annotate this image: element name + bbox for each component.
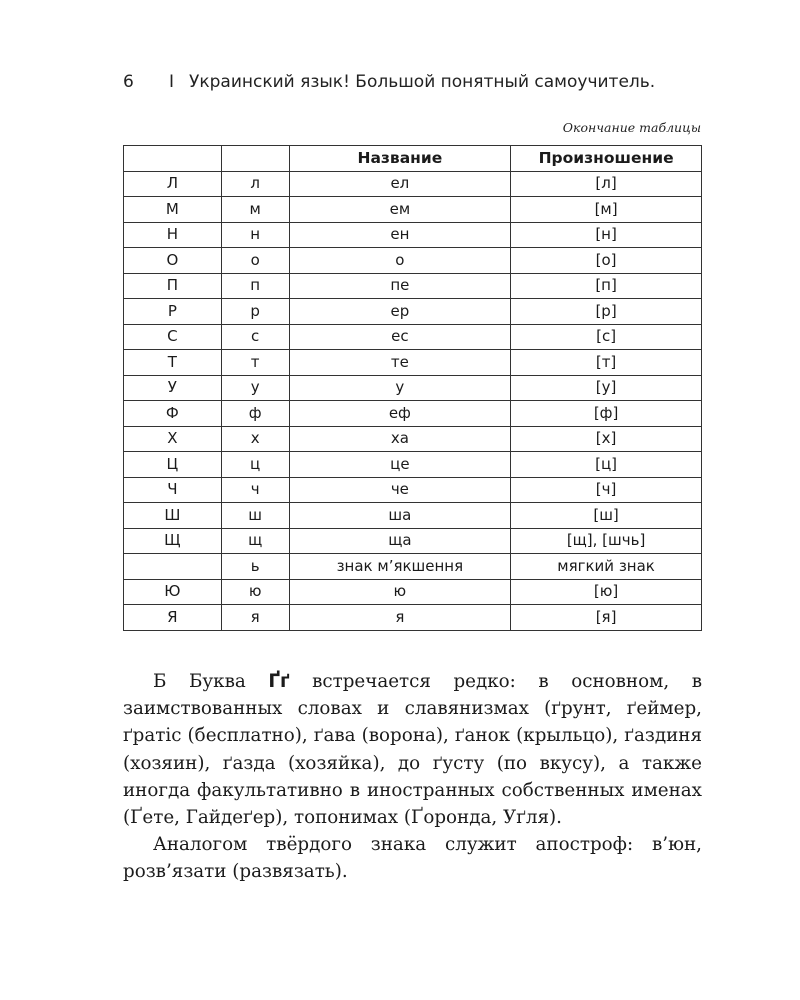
- header-separator: I: [169, 72, 175, 92]
- cell-name: ен: [289, 222, 511, 248]
- cell-pronunciation: [р]: [511, 299, 702, 325]
- table-row: [124, 375, 702, 401]
- header-cell-name: Название: [289, 146, 511, 172]
- cell-name: ша: [289, 503, 511, 529]
- cell-uppercase: Т: [124, 350, 222, 376]
- cell-uppercase: Ч: [124, 477, 222, 503]
- cell-lowercase: ь: [221, 554, 289, 580]
- header-cell-uppercase: [124, 146, 222, 172]
- cell-uppercase: Л: [124, 171, 222, 197]
- table-row: [124, 605, 702, 631]
- page-number: 6: [123, 72, 134, 92]
- paragraph-apostrophe: Аналогом твёрдого знака служит апостроф: в’юн, розв’язати (развязать).: [123, 834, 702, 883]
- cell-pronunciation: [т]: [511, 350, 702, 376]
- cell-pronunciation: [х]: [511, 426, 702, 452]
- paragraph-ghe-start: Б Буква: [153, 671, 269, 692]
- cell-pronunciation: [я]: [511, 605, 702, 631]
- table-row: [124, 503, 702, 529]
- cell-uppercase: М: [124, 197, 222, 223]
- cell-name: о: [289, 248, 511, 274]
- cell-lowercase: т: [221, 350, 289, 376]
- cell-pronunciation: [ю]: [511, 579, 702, 605]
- cell-lowercase: р: [221, 299, 289, 325]
- cell-name: це: [289, 452, 511, 478]
- table-row: [124, 350, 702, 376]
- cell-name: ел: [289, 171, 511, 197]
- cell-name: те: [289, 350, 511, 376]
- cell-lowercase: ф: [221, 401, 289, 427]
- table-row: [124, 222, 702, 248]
- cell-uppercase: Р: [124, 299, 222, 325]
- cell-lowercase: я: [221, 605, 289, 631]
- cell-pronunciation: мягкий знак: [511, 554, 702, 580]
- cell-name: ем: [289, 197, 511, 223]
- cell-uppercase: Х: [124, 426, 222, 452]
- table-header-row: [124, 146, 702, 172]
- cell-uppercase: [124, 554, 222, 580]
- cell-uppercase: Ф: [124, 401, 222, 427]
- table-row: [124, 554, 702, 580]
- cell-uppercase: Ю: [124, 579, 222, 605]
- header-cell-pronunciation: Произношение: [511, 146, 702, 172]
- cell-lowercase: у: [221, 375, 289, 401]
- cell-lowercase: щ: [221, 528, 289, 554]
- cell-name: ер: [289, 299, 511, 325]
- cell-pronunciation: [п]: [511, 273, 702, 299]
- cell-uppercase: О: [124, 248, 222, 274]
- table-row: [124, 528, 702, 554]
- cell-lowercase: с: [221, 324, 289, 350]
- table-caption: Окончание таблицы: [562, 120, 701, 135]
- cell-pronunciation: [с]: [511, 324, 702, 350]
- cell-pronunciation: [м]: [511, 197, 702, 223]
- cell-lowercase: ц: [221, 452, 289, 478]
- cell-name: ща: [289, 528, 511, 554]
- cell-lowercase: х: [221, 426, 289, 452]
- table-row: [124, 324, 702, 350]
- cell-pronunciation: [о]: [511, 248, 702, 274]
- cell-pronunciation: [л]: [511, 171, 702, 197]
- cell-name: че: [289, 477, 511, 503]
- table-row: [124, 171, 702, 197]
- paragraph-ghe: [123, 668, 702, 831]
- cell-name: знак м’якшення: [289, 554, 511, 580]
- table-row: [124, 477, 702, 503]
- cell-uppercase: Н: [124, 222, 222, 248]
- cell-pronunciation: [ш]: [511, 503, 702, 529]
- cell-name: пе: [289, 273, 511, 299]
- cell-uppercase: Ш: [124, 503, 222, 529]
- letter-ghe: Ґґ: [268, 671, 290, 692]
- cell-uppercase: Ц: [124, 452, 222, 478]
- cell-lowercase: м: [221, 197, 289, 223]
- table-row: [124, 273, 702, 299]
- cell-uppercase: С: [124, 324, 222, 350]
- table-row: [124, 401, 702, 427]
- table-body: [124, 171, 702, 630]
- cell-name: еф: [289, 401, 511, 427]
- table-row: [124, 248, 702, 274]
- cell-pronunciation: [ц]: [511, 452, 702, 478]
- cell-name: ес: [289, 324, 511, 350]
- cell-uppercase: Щ: [124, 528, 222, 554]
- cell-uppercase: П: [124, 273, 222, 299]
- cell-uppercase: У: [124, 375, 222, 401]
- cell-lowercase: п: [221, 273, 289, 299]
- cell-pronunciation: [ч]: [511, 477, 702, 503]
- paragraph-ghe-rest: встречается редко: в основном, в заимствованных словах и славянизмах (ґрунт, ґеймер, ґратіс (бесплатно), ґава (ворона), ґанок (крыльцо), ґаздиня (хозяин), ґазда (хозяйка), до ґусту (по вкусу), а также иногда факультативно в иностранных собственных именах (Ґете, Гайдеґер), топонимах (Ґоронда, Уґля).: [123, 671, 702, 829]
- body-text: [123, 668, 702, 886]
- cell-pronunciation: [щ], [шчь]: [511, 528, 702, 554]
- table-row: [124, 299, 702, 325]
- table-row: [124, 426, 702, 452]
- book-title: Украинский язык! Большой понятный самоучитель.: [189, 72, 656, 92]
- cell-lowercase: н: [221, 222, 289, 248]
- cell-name: ха: [289, 426, 511, 452]
- cell-lowercase: ш: [221, 503, 289, 529]
- cell-uppercase: Я: [124, 605, 222, 631]
- cell-name: у: [289, 375, 511, 401]
- cell-pronunciation: [у]: [511, 375, 702, 401]
- cell-lowercase: ч: [221, 477, 289, 503]
- table-row: [124, 197, 702, 223]
- cell-lowercase: л: [221, 171, 289, 197]
- running-header: [123, 72, 703, 98]
- header-cell-lowercase: [221, 146, 289, 172]
- cell-lowercase: ю: [221, 579, 289, 605]
- cell-pronunciation: [ф]: [511, 401, 702, 427]
- table-row: [124, 452, 702, 478]
- alphabet-table: [123, 145, 702, 631]
- table-row: [124, 579, 702, 605]
- cell-lowercase: о: [221, 248, 289, 274]
- cell-name: ю: [289, 579, 511, 605]
- cell-name: я: [289, 605, 511, 631]
- cell-pronunciation: [н]: [511, 222, 702, 248]
